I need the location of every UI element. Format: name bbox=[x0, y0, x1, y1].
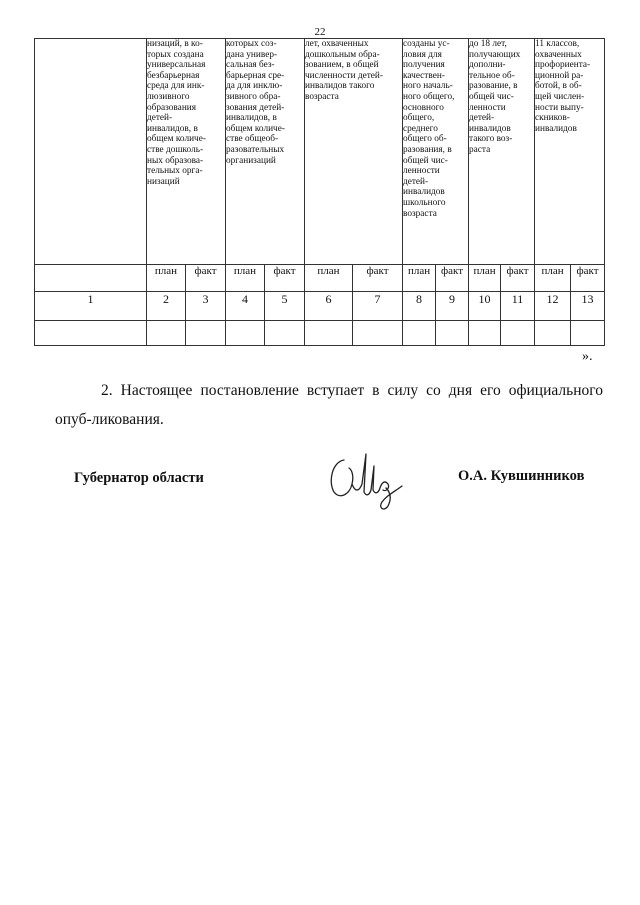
plan-label: план bbox=[226, 265, 265, 292]
table-cell bbox=[186, 321, 226, 346]
fact-label: факт bbox=[186, 265, 226, 292]
plan-label: план bbox=[305, 265, 353, 292]
empty-row bbox=[35, 321, 605, 346]
column-number: 2 bbox=[147, 292, 186, 321]
column-number: 1 bbox=[35, 292, 147, 321]
closing-quote: ». bbox=[582, 349, 593, 364]
fact-label: факт bbox=[436, 265, 469, 292]
fact-label: факт bbox=[501, 265, 535, 292]
table-cell bbox=[403, 321, 436, 346]
table-cell bbox=[147, 321, 186, 346]
table-header-row bbox=[35, 39, 605, 265]
table-cell bbox=[436, 321, 469, 346]
plan-label: план bbox=[147, 265, 186, 292]
column-number: 4 bbox=[226, 292, 265, 321]
handwritten-signature bbox=[322, 448, 412, 514]
table-header-cell: которых соз- дана универ- сальная без- барьерная сре- да для инклю- зивного обра- зования детей- инвалидов, в общем количе- стве общеоб- разовательных организаций bbox=[226, 39, 305, 265]
table-cell bbox=[305, 321, 353, 346]
table-header-cell: лет, охваченных дошкольным обра- зованием, в общей численности детей- инвалидов такого возраста bbox=[305, 39, 403, 265]
table-cell bbox=[469, 321, 501, 346]
table-cell bbox=[35, 265, 147, 292]
column-number: 6 bbox=[305, 292, 353, 321]
column-number: 8 bbox=[403, 292, 436, 321]
column-number: 3 bbox=[186, 292, 226, 321]
plan-label: план bbox=[469, 265, 501, 292]
clause-paragraph: 2. Настоящее постановление вступает в силу со дня его официального опуб-ликования. bbox=[55, 382, 603, 428]
plan-label: план bbox=[535, 265, 571, 292]
table-header-cell: до 18 лет, получающих дополни- тельное об- разование, в общей чис- ленности детей- инвалидов такого воз- раста bbox=[469, 39, 535, 265]
fact-label: факт bbox=[265, 265, 305, 292]
table-cell bbox=[535, 321, 571, 346]
table-cell bbox=[353, 321, 403, 346]
table-cell bbox=[265, 321, 305, 346]
signatory-name: О.А. Кувшинников bbox=[458, 468, 585, 484]
data-table bbox=[34, 38, 605, 346]
column-number: 10 bbox=[469, 292, 501, 321]
table-header-cell bbox=[35, 39, 147, 265]
table-cell bbox=[35, 321, 147, 346]
column-number: 5 bbox=[265, 292, 305, 321]
column-number: 13 bbox=[571, 292, 605, 321]
plan-fact-row bbox=[35, 265, 605, 292]
column-number: 9 bbox=[436, 292, 469, 321]
table-header-cell: низаций, в ко- торых создана универсальная безбарьерная среда для инк- люзивного образования детей- инвалидов, в общем количе- стве дошколь- ных образова- тельных орга- низаций bbox=[147, 39, 226, 265]
column-number: 11 bbox=[501, 292, 535, 321]
plan-label: план bbox=[403, 265, 436, 292]
table-cell bbox=[501, 321, 535, 346]
fact-label: факт bbox=[571, 265, 605, 292]
signatory-title: Губернатор области bbox=[74, 470, 204, 486]
column-number-row bbox=[35, 292, 605, 321]
table-header-cell: 11 классов, охваченных профориента- ционной ра- ботой, в об- щей числен- ности выпу- скников- инвалидов bbox=[535, 39, 605, 265]
column-number: 7 bbox=[353, 292, 403, 321]
column-number: 12 bbox=[535, 292, 571, 321]
table-cell bbox=[226, 321, 265, 346]
table-header-cell: созданы ус- ловия для получения качествен- ного началь- ного общего, основного общего, среднего общего об- разования, в общей чис- ленности детей- инвалидов школьного возраста bbox=[403, 39, 469, 265]
table-cell bbox=[571, 321, 605, 346]
page-number: 22 bbox=[314, 26, 326, 38]
fact-label: факт bbox=[353, 265, 403, 292]
